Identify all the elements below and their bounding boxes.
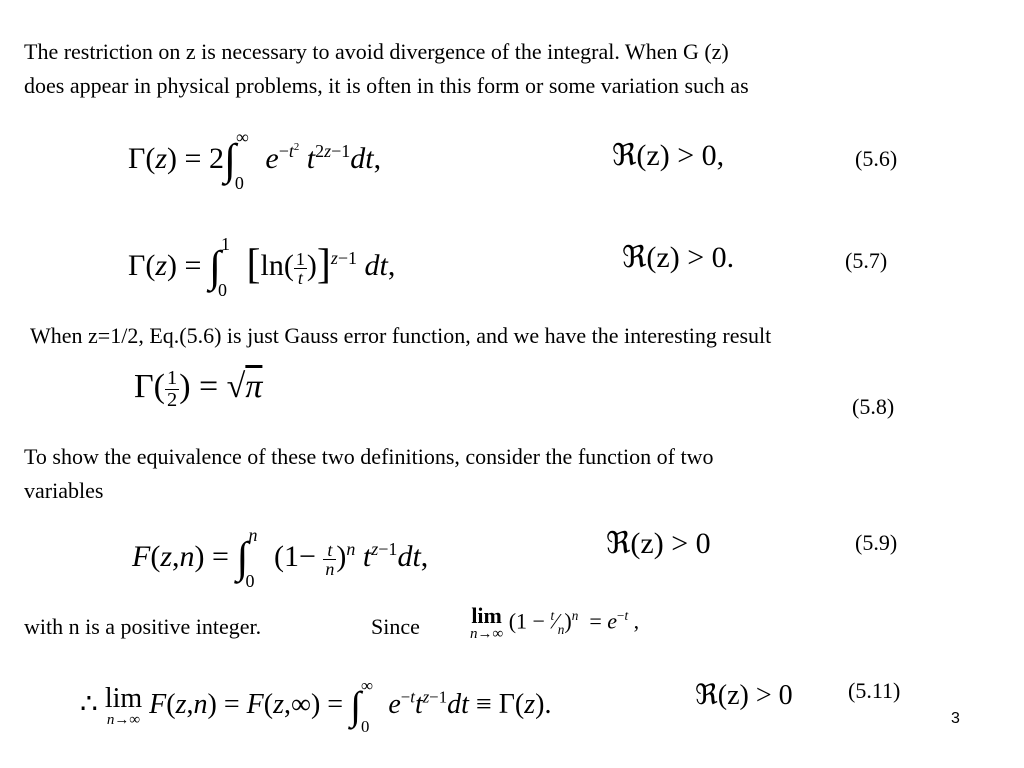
paragraph-1-line-1: The restriction on z is necessary to avoid divergence of the integral. When G (z) [24, 39, 729, 64]
equation-5-6-number: (5.6) [855, 146, 898, 171]
equation-5-6: $\Gamma(z) = 2\int^\infty_0$ $e^{-t^2}$ $t^{2z-1}dt$, [128, 127, 382, 193]
equation-5-9-number: (5.9) [855, 530, 898, 555]
paragraph-4-since: Since [371, 614, 420, 639]
paragraph-1-line-2: does appear in physical problems, it is often in this form or some variation such as [24, 73, 749, 98]
paragraph-3-line-1: To show the equivalence of these two definitions, consider the function of two [24, 444, 714, 469]
equation-5-7-condition: ℜ(z) > 0. [622, 241, 735, 274]
equation-5-11: ∴ lim n→∞ $F(z,n) = F(z,\infty) = \int^\infty_0$ $e^{-t}t^{z-1}dt \equiv \Gamma(z)$. [80, 675, 552, 736]
equation-5-11-condition: ℜ(z) > 0 [695, 680, 793, 711]
limit-expression: lim n→∞ $(1 - ^t⁄_n)^n = e^{-t}$ , [470, 603, 640, 642]
equation-5-8: Γ( $\frac{1}{2}$ ) = √π [134, 367, 263, 411]
equation-5-8-number: (5.8) [852, 394, 895, 419]
equation-5-7-number: (5.7) [845, 248, 888, 273]
equation-5-6-condition: ℜ(z) > 0, [612, 139, 725, 172]
equation-5-9-condition: ℜ(z) > 0 [606, 527, 711, 560]
page-number: 3 [951, 710, 960, 727]
paragraph-3-line-2: variables [24, 478, 104, 503]
equation-5-9: F(z,n) = ∫$^n_0$ (1− $\frac{t}{n}$ )$^n$ $t^{z-1}dt$, [132, 525, 429, 591]
equation-5-11-number: (5.11) [848, 678, 901, 703]
equation-5-7: Γ(z) = ∫$^1_0$ [ln( $\frac{1}{t}$ )]$^{z-1}$ dt, [128, 234, 396, 300]
paragraph-4-text: with n is a positive integer. [24, 614, 262, 639]
paragraph-2: When z=1/2, Eq.(5.6) is just Gauss error function, and we have the interesting result [30, 323, 772, 348]
